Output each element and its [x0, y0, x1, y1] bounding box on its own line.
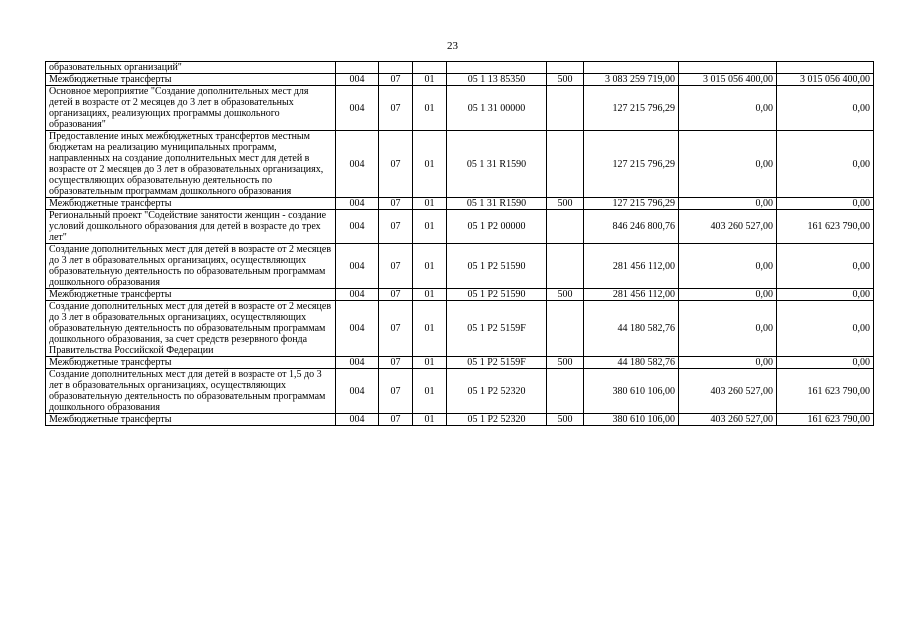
section-code-cell: 07	[379, 210, 413, 244]
expense-type-cell	[547, 62, 584, 74]
amount-year2-cell: 0,00	[679, 301, 777, 357]
table-row	[46, 289, 874, 301]
item-name-cell: Межбюджетные трансферты	[46, 414, 336, 426]
amount-year2-cell: 0,00	[679, 198, 777, 210]
subsection-code-cell	[413, 62, 447, 74]
section-code-cell: 07	[379, 131, 413, 198]
subsection-code-cell: 01	[413, 289, 447, 301]
expense-type-cell: 500	[547, 289, 584, 301]
table-row	[46, 210, 874, 244]
target-article-cell: 05 1 P2 52320	[447, 414, 547, 426]
section-code-cell: 07	[379, 198, 413, 210]
amount-year3-cell: 161 623 790,00	[777, 414, 874, 426]
subsection-code-cell: 01	[413, 244, 447, 289]
table-row	[46, 62, 874, 74]
amount-year1-cell	[584, 62, 679, 74]
section-code-cell	[379, 62, 413, 74]
amount-year2-cell: 0,00	[679, 244, 777, 289]
amount-year2-cell: 3 015 056 400,00	[679, 74, 777, 86]
amount-year1-cell: 127 215 796,29	[584, 86, 679, 131]
section-code-cell: 07	[379, 301, 413, 357]
amount-year2-cell: 0,00	[679, 289, 777, 301]
amount-year1-cell: 127 215 796,29	[584, 198, 679, 210]
amount-year3-cell: 0,00	[777, 198, 874, 210]
table-body	[46, 62, 874, 426]
table-row	[46, 131, 874, 198]
ministry-code-cell: 004	[336, 86, 379, 131]
ministry-code-cell: 004	[336, 414, 379, 426]
table-row	[46, 357, 874, 369]
ministry-code-cell: 004	[336, 301, 379, 357]
expense-type-cell: 500	[547, 357, 584, 369]
target-article-cell: 05 1 31 R1590	[447, 198, 547, 210]
amount-year3-cell: 0,00	[777, 357, 874, 369]
expense-type-cell	[547, 369, 584, 414]
amount-year1-cell: 380 610 106,00	[584, 369, 679, 414]
amount-year2-cell: 403 260 527,00	[679, 414, 777, 426]
table-row	[46, 86, 874, 131]
subsection-code-cell: 01	[413, 414, 447, 426]
amount-year2-cell: 403 260 527,00	[679, 369, 777, 414]
item-name-cell: Создание дополнительных мест для детей в возрасте от 2 месяцев до 3 лет в образовательных организациях, осуществляющих образовательную деятельность по образовательным программам дошкольного образования, за счет средств резервного фонда Правительства Российской Федерации	[46, 301, 336, 357]
subsection-code-cell: 01	[413, 357, 447, 369]
amount-year1-cell: 281 456 112,00	[584, 289, 679, 301]
amount-year1-cell: 380 610 106,00	[584, 414, 679, 426]
amount-year1-cell: 281 456 112,00	[584, 244, 679, 289]
amount-year3-cell	[777, 62, 874, 74]
amount-year3-cell: 3 015 056 400,00	[777, 74, 874, 86]
ministry-code-cell: 004	[336, 357, 379, 369]
expense-type-cell: 500	[547, 414, 584, 426]
amount-year2-cell	[679, 62, 777, 74]
section-code-cell: 07	[379, 289, 413, 301]
ministry-code-cell: 004	[336, 131, 379, 198]
expense-type-cell	[547, 244, 584, 289]
amount-year3-cell: 0,00	[777, 301, 874, 357]
expense-type-cell: 500	[547, 198, 584, 210]
amount-year3-cell: 0,00	[777, 289, 874, 301]
item-name-cell: образовательных организаций"	[46, 62, 336, 74]
table-row	[46, 369, 874, 414]
amount-year2-cell: 0,00	[679, 357, 777, 369]
expense-type-cell: 500	[547, 74, 584, 86]
item-name-cell: Основное мероприятие "Создание дополнительных мест для детей в возрасте от 2 месяцев до 3 лет в образовательных организациях, реализующих программы дошкольного образования"	[46, 86, 336, 131]
subsection-code-cell: 01	[413, 210, 447, 244]
ministry-code-cell: 004	[336, 244, 379, 289]
target-article-cell: 05 1 P2 5159F	[447, 301, 547, 357]
subsection-code-cell: 01	[413, 301, 447, 357]
section-code-cell: 07	[379, 369, 413, 414]
item-name-cell: Межбюджетные трансферты	[46, 357, 336, 369]
item-name-cell: Региональный проект "Содействие занятости женщин - создание условий дошкольного образования для детей в возрасте до трех лет"	[46, 210, 336, 244]
amount-year1-cell: 127 215 796,29	[584, 131, 679, 198]
expense-type-cell	[547, 210, 584, 244]
subsection-code-cell: 01	[413, 86, 447, 131]
amount-year1-cell: 44 180 582,76	[584, 357, 679, 369]
page-number: 23	[447, 40, 458, 52]
table-row	[46, 301, 874, 357]
section-code-cell: 07	[379, 244, 413, 289]
item-name-cell: Межбюджетные трансферты	[46, 74, 336, 86]
target-article-cell	[447, 62, 547, 74]
ministry-code-cell: 004	[336, 198, 379, 210]
target-article-cell: 05 1 P2 51590	[447, 289, 547, 301]
section-code-cell: 07	[379, 414, 413, 426]
target-article-cell: 05 1 P2 51590	[447, 244, 547, 289]
target-article-cell: 05 1 P2 00000	[447, 210, 547, 244]
target-article-cell: 05 1 13 85350	[447, 74, 547, 86]
budget-table	[45, 61, 874, 426]
item-name-cell: Предоставление иных межбюджетных трансфертов местным бюджетам на реализацию муниципальных программ, направленных на создание дополнительных мест для детей в возрасте от 2 месяцев до 3 лет в образовательных организациях, осуществляющих образовательную деятельность по образовательным программам дошкольного образования	[46, 131, 336, 198]
subsection-code-cell: 01	[413, 198, 447, 210]
table-row	[46, 74, 874, 86]
subsection-code-cell: 01	[413, 131, 447, 198]
ministry-code-cell	[336, 62, 379, 74]
subsection-code-cell: 01	[413, 74, 447, 86]
section-code-cell: 07	[379, 86, 413, 131]
table-row	[46, 244, 874, 289]
ministry-code-cell: 004	[336, 369, 379, 414]
expense-type-cell	[547, 131, 584, 198]
amount-year1-cell: 44 180 582,76	[584, 301, 679, 357]
section-code-cell: 07	[379, 357, 413, 369]
item-name-cell: Создание дополнительных мест для детей в возрасте от 1,5 до 3 лет в образовательных организациях, осуществляющих образовательную деятельность по образовательным программам дошкольного образования	[46, 369, 336, 414]
item-name-cell: Межбюджетные трансферты	[46, 289, 336, 301]
expense-type-cell	[547, 301, 584, 357]
section-code-cell: 07	[379, 74, 413, 86]
amount-year1-cell: 846 246 800,76	[584, 210, 679, 244]
ministry-code-cell: 004	[336, 74, 379, 86]
amount-year3-cell: 161 623 790,00	[777, 369, 874, 414]
item-name-cell: Создание дополнительных мест для детей в возрасте от 2 месяцев до 3 лет в образовательных организациях, осуществляющих образовательную деятельность по образовательным программам дошкольного образования	[46, 244, 336, 289]
subsection-code-cell: 01	[413, 369, 447, 414]
table-row	[46, 198, 874, 210]
amount-year2-cell: 0,00	[679, 86, 777, 131]
target-article-cell: 05 1 31 R1590	[447, 131, 547, 198]
target-article-cell: 05 1 P2 5159F	[447, 357, 547, 369]
expense-type-cell	[547, 86, 584, 131]
ministry-code-cell: 004	[336, 289, 379, 301]
amount-year3-cell: 0,00	[777, 131, 874, 198]
ministry-code-cell: 004	[336, 210, 379, 244]
target-article-cell: 05 1 P2 52320	[447, 369, 547, 414]
amount-year3-cell: 161 623 790,00	[777, 210, 874, 244]
amount-year2-cell: 403 260 527,00	[679, 210, 777, 244]
target-article-cell: 05 1 31 00000	[447, 86, 547, 131]
amount-year2-cell: 0,00	[679, 131, 777, 198]
item-name-cell: Межбюджетные трансферты	[46, 198, 336, 210]
amount-year1-cell: 3 083 259 719,00	[584, 74, 679, 86]
table-row	[46, 414, 874, 426]
amount-year3-cell: 0,00	[777, 86, 874, 131]
amount-year3-cell: 0,00	[777, 244, 874, 289]
